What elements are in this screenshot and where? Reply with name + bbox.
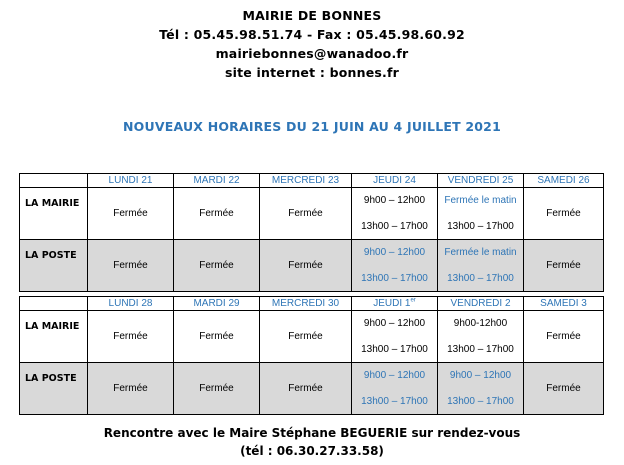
hours-cell: Fermée (524, 363, 604, 415)
appointment-line: Rencontre avec le Maire Stéphane BEGUERIE sur rendez-vous (103, 426, 521, 440)
hours-cell: Fermée (174, 363, 260, 415)
table-row-mairie (20, 188, 604, 240)
footer-note (0, 424, 624, 460)
hours-cell: Fermée (88, 188, 174, 240)
hours-cell: Fermée (174, 311, 260, 363)
day-header-row (20, 297, 604, 311)
schedule-table-week1 (19, 173, 604, 292)
hours-cell: 9h00 – 12h00 13h00 – 17h00 (352, 240, 438, 292)
mayor-phone: (tél : 06.30.27.33.58) (240, 444, 384, 458)
hours-cell: 9h00 – 12h00 13h00 – 17h00 (352, 188, 438, 240)
row-label: LA POSTE (20, 363, 88, 415)
hours-cell: Fermée (88, 363, 174, 415)
day-header: JEUDI 1er (352, 297, 438, 311)
hours-cell: Fermée (174, 188, 260, 240)
day-header: MARDI 29 (174, 297, 260, 311)
hours-cell: Fermée (260, 188, 352, 240)
day-header: LUNDI 28 (88, 297, 174, 311)
table-row-mairie (20, 311, 604, 363)
table-row-poste (20, 363, 604, 415)
hours-cell: Fermée (88, 240, 174, 292)
row-label: LA MAIRIE (20, 188, 88, 240)
day-header: LUNDI 21 (88, 174, 174, 188)
hours-cell: Fermée (524, 240, 604, 292)
email: mairiebonnes@wanadoo.fr (215, 46, 409, 61)
website: site internet : bonnes.fr (225, 65, 399, 80)
hours-cell: 9h00-12h00 13h00 – 17h00 (438, 311, 524, 363)
table-row-poste (20, 240, 604, 292)
schedule-table-week2 (19, 296, 604, 415)
row-label: LA POSTE (20, 240, 88, 292)
day-header: SAMEDI 26 (524, 174, 604, 188)
hours-cell: Fermée (174, 240, 260, 292)
schedule-title: NOUVEAUX HORAIRES DU 21 JUIN AU 4 JUILLET 2021 (123, 119, 501, 134)
day-header: VENDREDI 2 (438, 297, 524, 311)
hours-cell: Fermée le matin 13h00 – 17h00 (438, 240, 524, 292)
day-header: SAMEDI 3 (524, 297, 604, 311)
hours-cell: Fermée (260, 240, 352, 292)
hours-cell: Fermée (524, 311, 604, 363)
phone-fax: Tél : 05.45.98.51.74 - Fax : 05.45.98.60.92 (159, 27, 465, 42)
day-header: JEUDI 24 (352, 174, 438, 188)
letterhead (0, 6, 624, 82)
day-header: MERCREDI 30 (260, 297, 352, 311)
day-header-row (20, 174, 604, 188)
hours-cell: Fermée (260, 363, 352, 415)
hours-cell: Fermée (524, 188, 604, 240)
day-header: MARDI 22 (174, 174, 260, 188)
day-header: MERCREDI 23 (260, 174, 352, 188)
hours-cell: Fermée (88, 311, 174, 363)
mairie-name: MAIRIE DE BONNES (242, 8, 382, 23)
hours-cell: 9h00 – 12h00 13h00 – 17h00 (438, 363, 524, 415)
hours-cell: 9h00 – 12h00 13h00 – 17h00 (352, 311, 438, 363)
hours-cell: Fermée le matin 13h00 – 17h00 (438, 188, 524, 240)
hours-cell: 9h00 – 12h00 13h00 – 17h00 (352, 363, 438, 415)
day-header: VENDREDI 25 (438, 174, 524, 188)
hours-cell: Fermée (260, 311, 352, 363)
row-label: LA MAIRIE (20, 311, 88, 363)
corner-cell (20, 174, 88, 188)
corner-cell (20, 297, 88, 311)
